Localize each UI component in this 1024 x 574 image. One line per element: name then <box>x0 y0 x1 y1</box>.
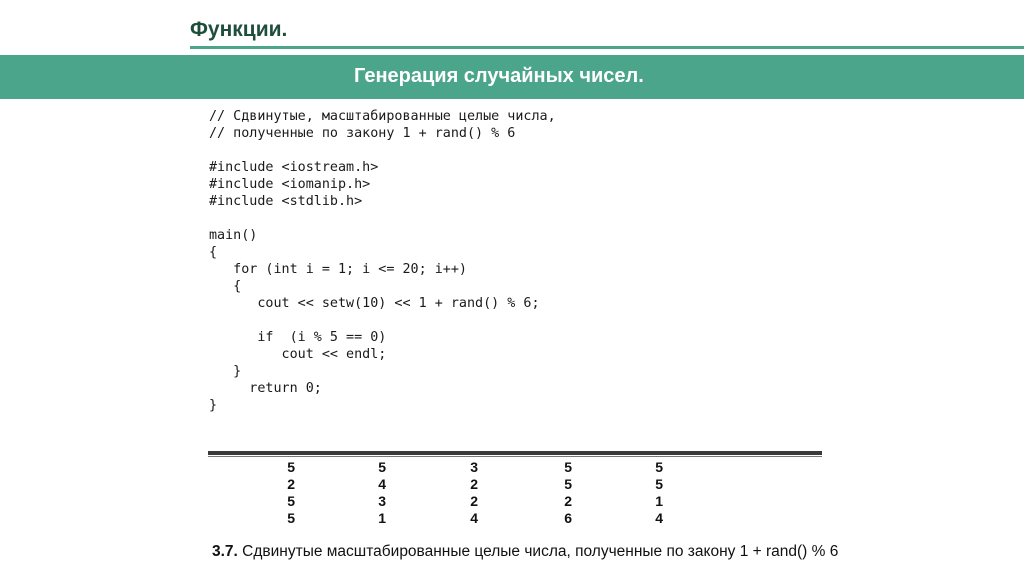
code-line: #include <iomanip.h> <box>209 177 371 192</box>
code-line: cout << endl; <box>209 347 387 362</box>
code-line: for (int i = 1; i <= 20; i++) <box>209 262 467 277</box>
code-line <box>209 142 556 159</box>
code-listing <box>209 108 556 414</box>
code-line: // Сдвинутые, масштабированные целые числа, <box>209 109 556 124</box>
output-value: 4 <box>378 476 386 492</box>
code-line: #include <iostream.h> <box>209 160 379 175</box>
output-divider <box>208 451 822 455</box>
output-value: 4 <box>470 510 478 526</box>
section-title: Генерация случайных чисел. <box>354 65 644 87</box>
code-line: #include <stdlib.h> <box>209 194 363 209</box>
output-value: 3 <box>378 493 386 509</box>
output-value: 2 <box>287 476 295 492</box>
figure-caption <box>212 543 838 561</box>
output-divider-thin <box>208 456 822 457</box>
output-value: 5 <box>564 476 572 492</box>
output-value: 2 <box>470 493 478 509</box>
output-value: 5 <box>655 476 663 492</box>
code-line <box>209 312 556 329</box>
code-line: cout << setw(10) << 1 + rand() % 6; <box>209 296 540 311</box>
code-line: if (i % 5 == 0) <box>209 330 387 345</box>
code-line: // полученные по закону 1 + rand() % 6 <box>209 126 516 141</box>
code-line: { <box>209 279 242 294</box>
page-title: Функции. <box>190 18 288 41</box>
output-value: 4 <box>655 510 663 526</box>
code-line: return 0; <box>209 381 322 396</box>
output-value: 5 <box>287 459 295 475</box>
output-value: 2 <box>470 476 478 492</box>
output-value: 5 <box>287 510 295 526</box>
code-line <box>209 210 556 227</box>
output-value: 6 <box>564 510 572 526</box>
figure-number: 3.7. <box>212 543 238 560</box>
code-line: } <box>209 364 242 379</box>
output-value: 1 <box>655 493 663 509</box>
figure-caption-text: Сдвинутые масштабированные целые числа, полученные по закону 1 + rand() % 6 <box>237 543 839 560</box>
code-line: } <box>209 398 218 413</box>
code-line: main() <box>209 228 258 243</box>
code-line: { <box>209 245 218 260</box>
output-value: 5 <box>287 493 295 509</box>
output-value: 3 <box>470 459 478 475</box>
output-value: 5 <box>655 459 663 475</box>
output-value: 5 <box>564 459 572 475</box>
output-value: 1 <box>378 510 386 526</box>
output-value: 5 <box>378 459 386 475</box>
header-divider <box>190 46 1024 49</box>
output-value: 2 <box>564 493 572 509</box>
